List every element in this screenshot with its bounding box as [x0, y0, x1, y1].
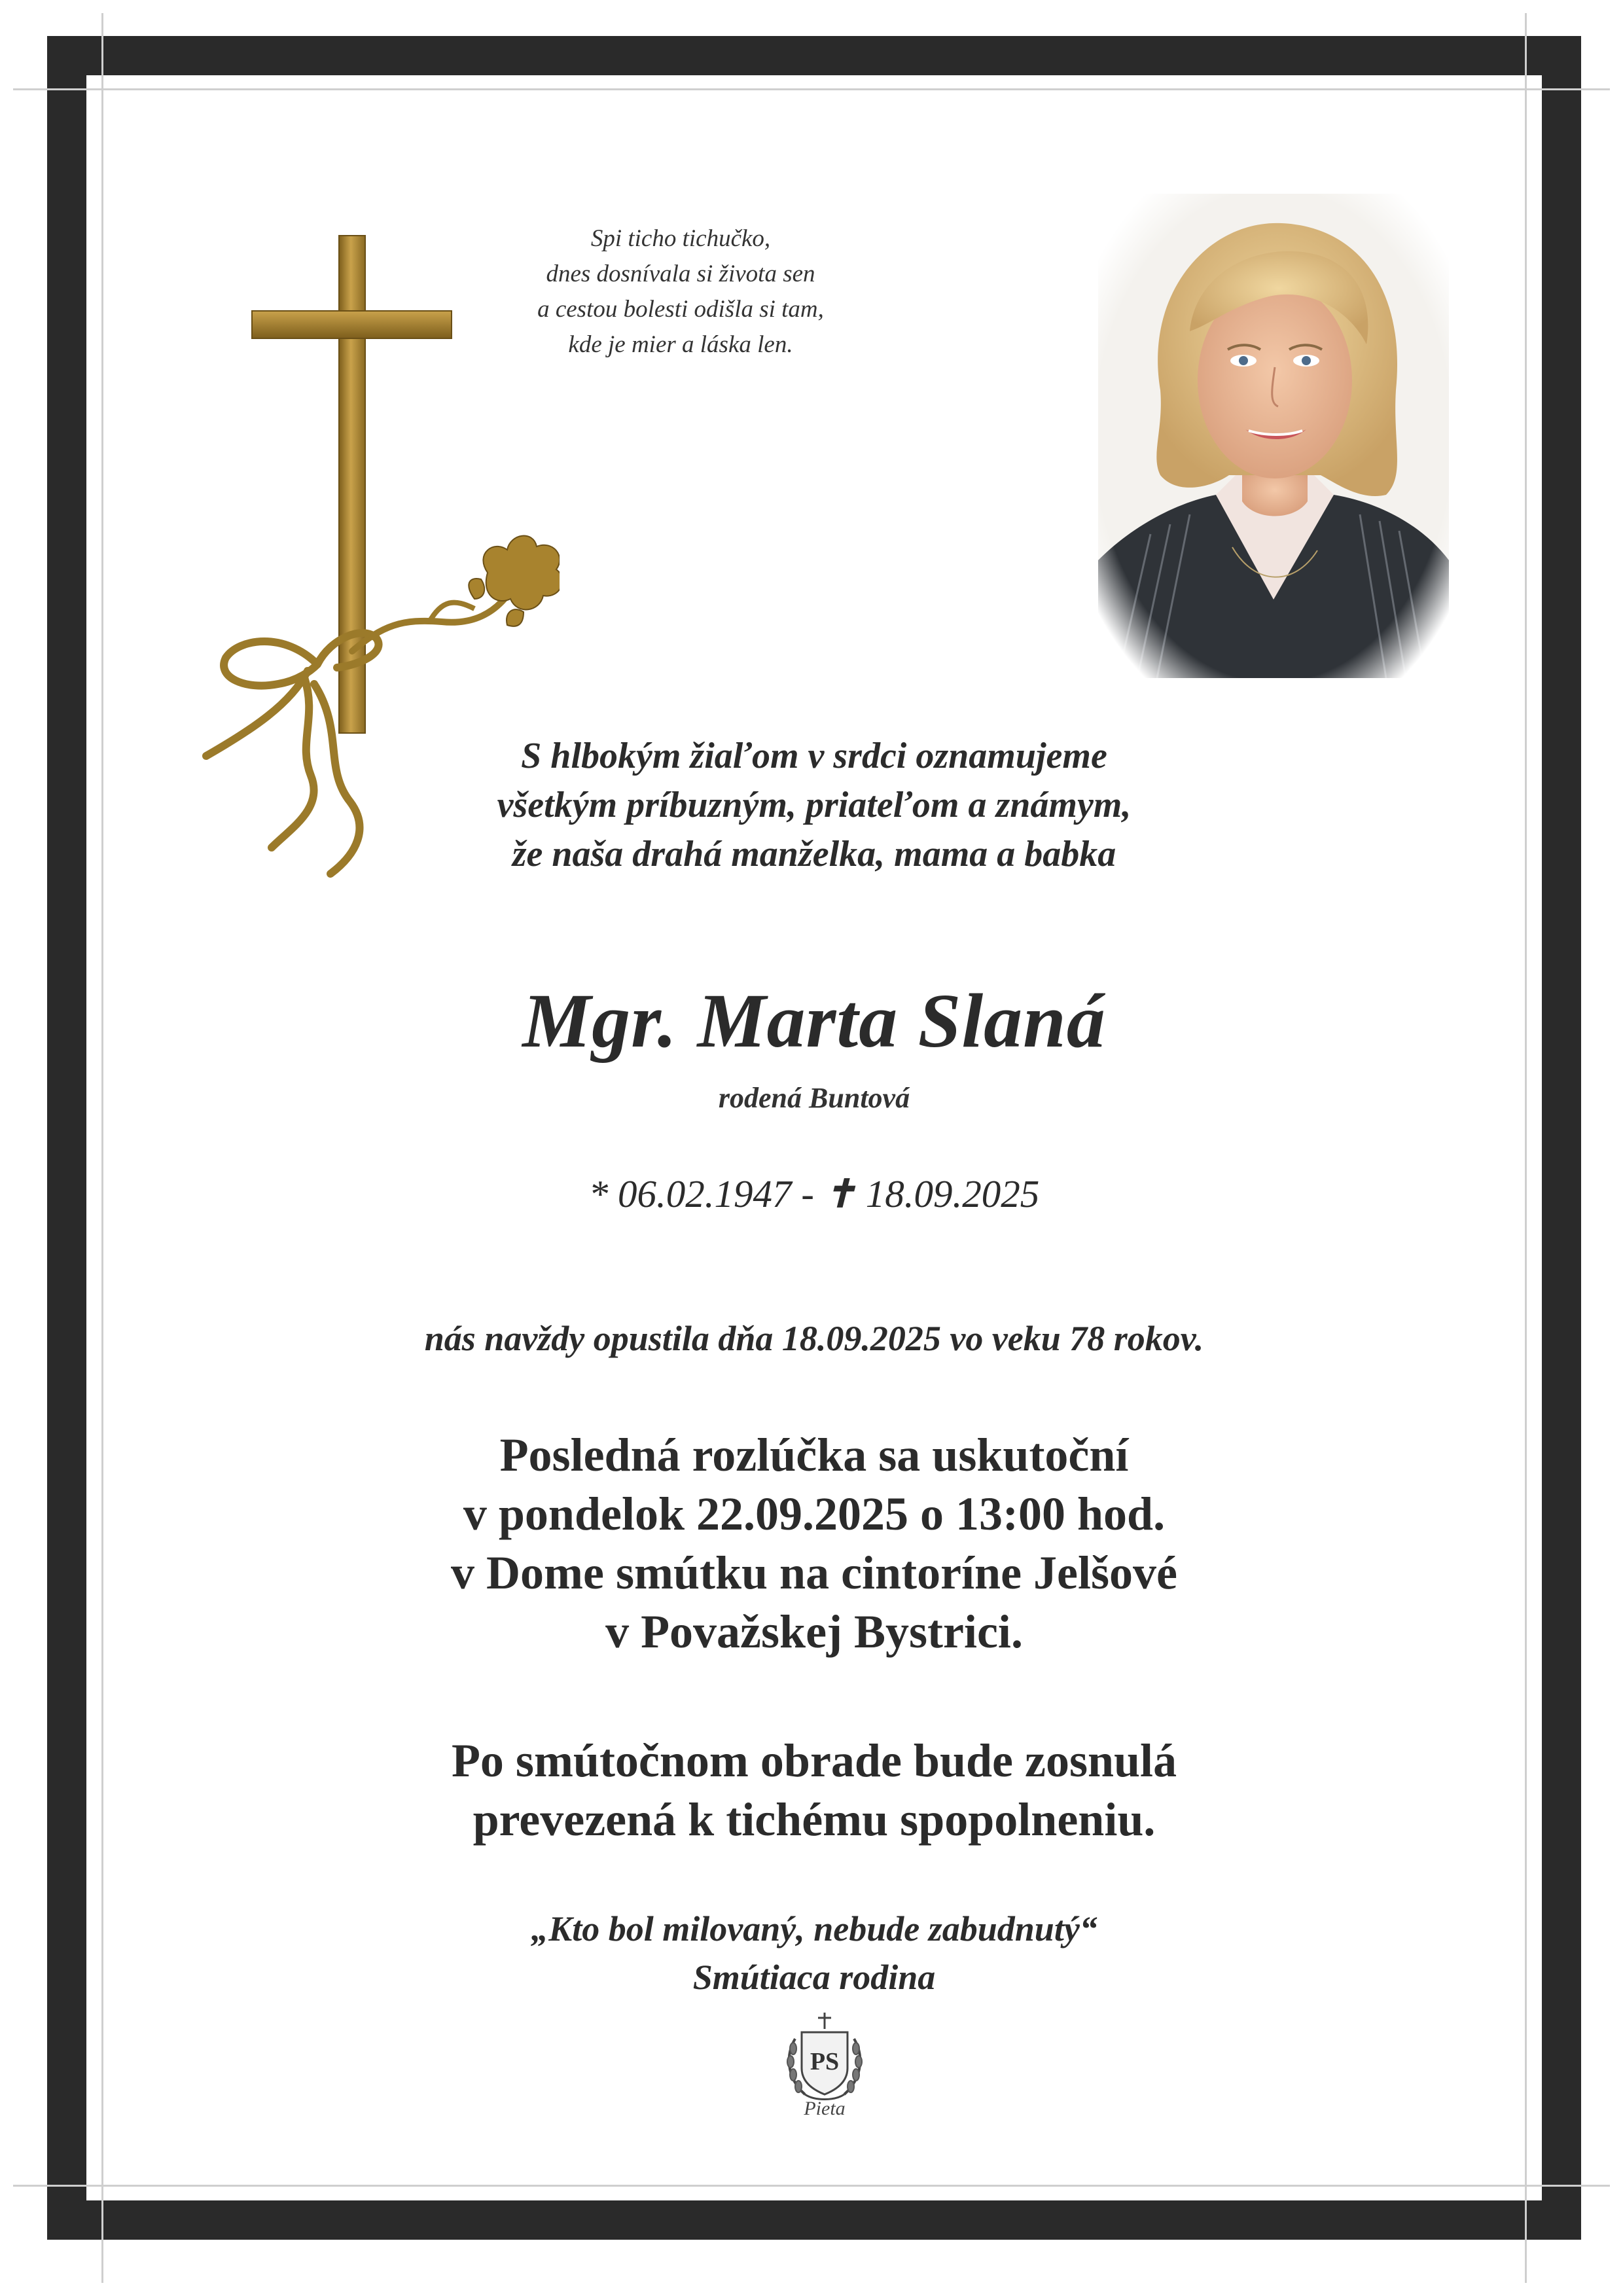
farewell-line: v Dome smútku na cintoríne Jelšové: [451, 1547, 1177, 1599]
farewell-info: [86, 1426, 1542, 1661]
announcement-line: S hlbokým žiaľom v srdci oznamujeme: [521, 736, 1107, 776]
life-dates: [86, 1170, 1542, 1217]
logo-caption: Pieta: [804, 2098, 846, 2119]
frame-top: [47, 36, 1581, 75]
motto: [86, 1905, 1542, 2001]
cremation-info: [86, 1731, 1542, 1849]
frame-bottom: [47, 2200, 1581, 2240]
birth-date: * 06.02.1947 -: [588, 1172, 814, 1215]
farewell-line: Posledná rozlúčka sa uskutoční: [499, 1429, 1129, 1481]
death-date: 18.09.2025: [865, 1172, 1040, 1215]
poem-line: a cestou bolesti odišla si tam,: [537, 296, 824, 323]
deceased-name: Mgr. Marta Slaná: [522, 978, 1106, 1064]
cremation-line: prevezená k tichému spopolneniu.: [473, 1793, 1156, 1846]
crop-line-bottom: [13, 2185, 1610, 2187]
poem-line: kde je mier a láska len.: [568, 331, 793, 358]
announcement-line: všetkým príbuzným, priateľom a známym,: [497, 785, 1132, 825]
poem-line: Spi ticho tichučko,: [590, 225, 771, 252]
portrait-photo: [1098, 194, 1449, 678]
farewell-line: v pondelok 22.09.2025 o 13:00 hod.: [463, 1488, 1166, 1540]
farewell-line: v Považskej Bystrici.: [605, 1605, 1023, 1658]
frame-left: [47, 36, 86, 2240]
maiden-name: rodená Buntová: [718, 1082, 910, 1114]
crop-line-top: [13, 88, 1610, 90]
announcement-line: že naša drahá manželka, mama a babka: [512, 834, 1116, 874]
cremation-line: Po smútočnom obrade bude zosnulá: [451, 1734, 1177, 1787]
frame-right: [1542, 36, 1581, 2240]
poem-line: dnes dosnívala si života sen: [546, 260, 815, 287]
death-cross-icon: ✝: [823, 1172, 857, 1215]
logo-monogram: PS: [810, 2048, 840, 2075]
motto-quote: „Kto bol milovaný, nebude zabudnutý“: [531, 1909, 1097, 1948]
announcement-text: [86, 732, 1542, 879]
passed-line: nás navždy opustila dňa 18.09.2025 vo veku 78 rokov.: [424, 1319, 1204, 1358]
poem: [497, 221, 864, 363]
family-signature: Smútiaca rodina: [692, 1958, 936, 1997]
